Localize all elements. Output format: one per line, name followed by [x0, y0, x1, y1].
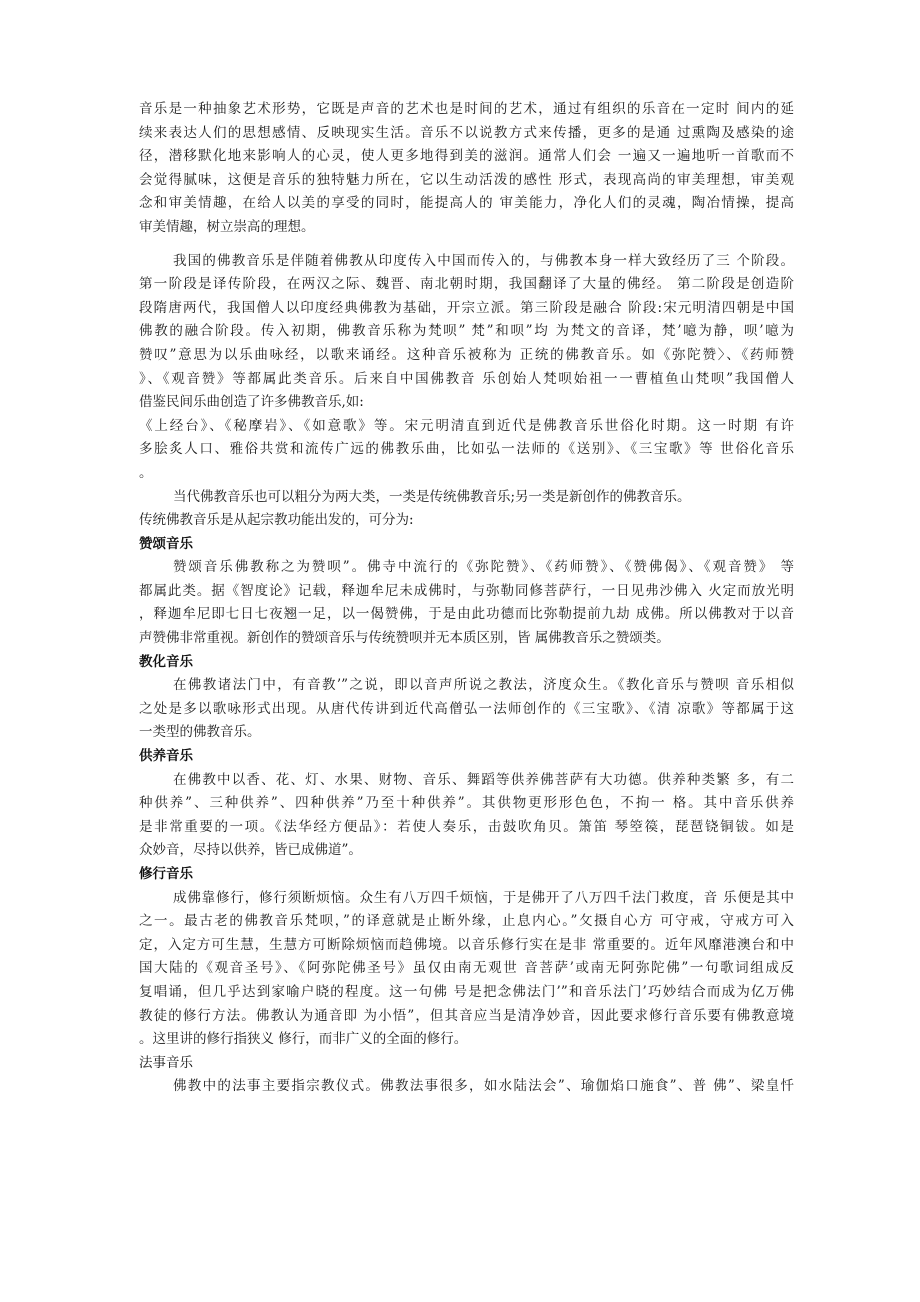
text-line: 佛教的融合阶段。传入初期，佛教音乐称为梵呗” 梵”和呗”均 为梵文的音译，梵’噫为静，呗’噫为 [139, 323, 794, 340]
text-line: 都属此类。据《智度论》记载，释迦牟尼未成佛时，与弥勒同修菩萨行，一日见弗沙佛入 火定而放光明 [139, 582, 794, 599]
text-line: 定，入定方可生慧，生慧方可断除烦恼而趋佛境。以音乐修行实在是非 常重要的。近年风靡港澳台和中 [139, 936, 794, 953]
text-line: 成佛靠修行，修行须断烦恼。众生有八万四千烦恼，于是佛开了八万四千法门救度，音 乐便是其中 [173, 889, 794, 906]
section-heading-zansong: 赞颂音乐 [139, 535, 193, 552]
jiaohua-paragraph [139, 674, 794, 745]
text-line: 念和审美情趣，在给人以美的享受的同时，能提高人的 审美能力，净化人们的灵魂，陶冶情操，提高 [139, 195, 794, 212]
text-line: 复唱诵，但几乎达到家喻户晓的程度。这一句佛 号是把念佛法门’”和音乐法门’巧妙结合而成为亿万佛 [139, 983, 794, 1000]
text-line: 之处是多以歌咏形式出现。从唐代传讲到近代高僧弘一法师创作的《三宝歌》、《清 凉歌》等都属于这 [139, 700, 794, 717]
text-line: 音乐是一种抽象艺术形势，它既是声音的艺术也是时间的艺术，通过有组织的乐音在一定时 间内的延 [139, 101, 794, 117]
text-line: 国大陆的《观音圣号》、《阿弥陀佛圣号》虽仅由南无观世 音菩萨’或南无阿弥陀佛”一句歌词组成反 [139, 960, 794, 977]
text-line: 我国的佛教音乐是伴随着佛教从印度传入中国而传入的，与佛教本身一样大致经历了三 个阶段。 [173, 252, 794, 269]
text-line: 审美情趣，树立崇高的理想。 [139, 218, 315, 235]
section-heading-fashi: 法事音乐 [139, 1054, 193, 1071]
text-line: 径，潜移默化地来影响人的心灵，使人更多地得到美的滋润。通常人们会 一遍又一遍地听一首歌而不 [139, 148, 794, 165]
text-line: 会觉得腻味，这便是音乐的独特魅力所在，它以生动活泼的感性 形式，表现高尚的审美理想，审美观 [139, 171, 794, 188]
text-line: 。这里讲的修行指狭义 修行，而非广义的全面的修行。 [139, 1031, 468, 1048]
intro-paragraph [139, 98, 794, 240]
text-line: 之一。最古老的佛教音乐梵呗，”的译意就是止断外缘，止息内心。”攵摄自心方 可守戒，守戒方可入 [139, 913, 794, 930]
zansong-paragraph [139, 556, 794, 650]
text-line: 在佛教中以香、花、灯、水果、财物、音乐、舞蹈等供养佛菩萨有大功德。供养种类繁 多，有二 [173, 771, 794, 788]
document-page [139, 98, 794, 1099]
text-line: 》、《观音赞》等都属此类音乐。后来自中国佛教音 乐创始人梵呗始祖一一曹植鱼山梵呗”我国僧人 [139, 370, 794, 387]
section-heading-xiuxing: 修行音乐 [139, 866, 193, 882]
text-line: 借鉴民间乐曲创造了许多佛教音乐,如: [139, 394, 364, 411]
text-line: 段隋唐两代，我国僧人以印度经典佛教为基础，开宗立派。第三阶段是融合 阶段:宋元明清四朝是中国 [139, 299, 794, 316]
text-line: 多脍炙人口、雅俗共赏和流传广远的佛教乐曲，比如弘一法师的《送别》、《三宝歌》等 世俗化音乐 [139, 441, 794, 458]
section-heading-gongyang: 供养音乐 [139, 748, 193, 765]
modern-paragraph: 当代佛教音乐也可以粗分为两大类，一类是传统佛教音乐;另一类是新创作的佛教音乐。 [173, 488, 691, 505]
text-line: ，释迦牟尼即七日七夜翘一足，以一偈赞佛，于是由此功德而比弥勒提前九劫 成佛。所以佛教对于以音 [139, 606, 794, 623]
text-line: 众妙音，尽持以供养，皆已成佛道”。 [139, 842, 362, 859]
paragraph-gap [139, 240, 794, 250]
text-line: 。 [139, 464, 153, 481]
text-line: 教徒的修行方法。佛教认为通音即 为小悟”，但其音应当是清净妙音，因此要求修行音乐要有佛教意境 [139, 1007, 794, 1024]
history-paragraph [139, 250, 794, 486]
text-line: 佛教中的法事主要指宗教仪式。佛教法事很多，如水陆法会”、瑜伽焰口施食”、普 佛”、梁皇忏 [173, 1078, 794, 1095]
gongyang-paragraph [139, 769, 794, 863]
xiuxing-paragraph [139, 887, 794, 1052]
text-line: 一类型的佛教音乐。 [139, 724, 261, 741]
text-line: 是非常重要的一项。《法华经方便品》：若使人奏乐，击鼓吹角贝。箫笛 琴箜篌，琵琶铙铜钹。如是 [139, 818, 794, 835]
fashi-paragraph [139, 1075, 794, 1099]
traditional-intro: 传统佛教音乐是从起宗教功能出发的，可分为: [139, 512, 414, 529]
text-line: 种供养”、三种供养”、四种供养”乃至十种供养”。其供物更形形色色，不拘一 格。其中音乐供养 [139, 795, 794, 812]
text-line: 《上经台》、《秘摩岩》、《如意歌》等。宋元明清直到近代是佛教音乐世俗化时期。这一时期 有许 [139, 417, 794, 434]
section-heading-jiaohua: 教化音乐 [139, 653, 193, 670]
text-line: 续来表达人们的思想感情、反映现实生活。音乐不以说教方式来传播，更多的是通 过熏陶及感染的途 [139, 124, 794, 141]
text-line: 赞颂音乐佛教称之为赞呗”。佛寺中流行的《弥陀赞》、《药师赞》、《赞佛偈》、《观音赞》 等 [173, 559, 794, 576]
text-line: 声赞佛非常重视。新创作的赞颂音乐与传统赞呗并无本质区别，皆 属佛教音乐之赞颂类。 [139, 630, 670, 647]
text-line: 在佛教诸法门中，有音教’”之说，即以音声所说之教法，济度众生。《教化音乐与赞呗 音乐相似 [173, 677, 794, 694]
text-line: 第一阶段是译传阶段，在两汉之际、魏晋、南北朝时期，我国翻译了大量的佛经。 第二阶段是创造阶 [139, 276, 794, 293]
text-line: 赞叹”意思为以乐曲咏经，以歌来诵经。这种音乐被称为 正统的佛教音乐。如《弥陀赞〉、《药师赞 [139, 346, 794, 363]
